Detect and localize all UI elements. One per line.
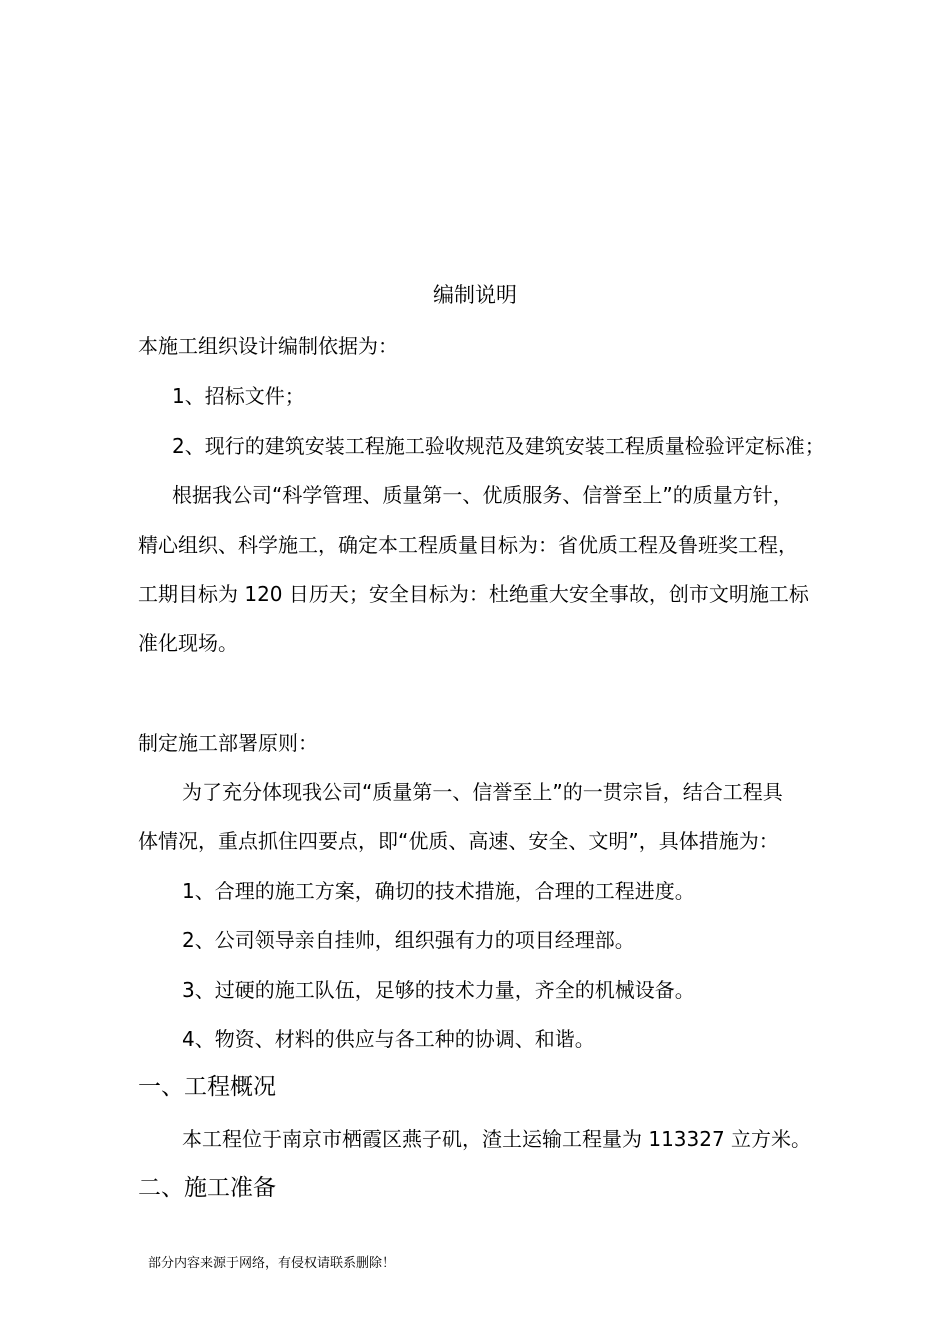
quality-paragraph-line: 准化现场。 [138,631,238,655]
section-heading-preparation: 二、施工准备 [138,1175,276,1201]
quality-paragraph-line: 精心组织、科学施工，确定本工程质量目标为：省优质工程及鲁班奖工程， [138,533,798,557]
overview-body: 本工程位于南京市栖霞区燕子矶，渣土运输工程量为 113327 立方米。 [182,1127,812,1151]
quality-paragraph-line: 根据我公司“科学管理、质量第一、优质服务、信誉至上”的质量方针， [172,483,793,507]
principles-item: 4、物资、材料的供应与各工种的协调、和谐。 [182,1027,595,1051]
document-title: 编制说明 [433,283,517,307]
principles-item: 2、公司领导亲自挂帅，组织强有力的项目经理部。 [182,928,635,952]
principles-item: 1、合理的施工方案，确切的技术措施，合理的工程进度。 [182,879,695,903]
basis-item-1: 1、招标文件； [172,384,305,408]
principles-heading: 制定施工部署原则： [138,731,318,755]
basis-item-2: 2、现行的建筑安装工程施工验收规范及建筑安装工程质量检验评定标准； [172,434,825,458]
principles-item: 3、过硬的施工队伍，足够的技术力量，齐全的机械设备。 [182,978,695,1002]
section-heading-overview: 一、工程概况 [138,1074,276,1100]
basis-intro: 本施工组织设计编制依据为： [138,334,398,358]
principles-paragraph-line: 为了充分体现我公司“质量第一、信誉至上”的一贯宗旨，结合工程具 [182,780,783,804]
principles-paragraph-line: 体情况，重点抓住四要点，即“优质、高速、安全、文明”，具体措施为： [138,829,779,853]
quality-paragraph-line: 工期目标为 120 日历天；安全目标为：杜绝重大安全事故，创市文明施工标 [138,582,809,606]
footer-disclaimer: 部分内容来源于网络，有侵权请联系删除！ [148,1256,396,1271]
